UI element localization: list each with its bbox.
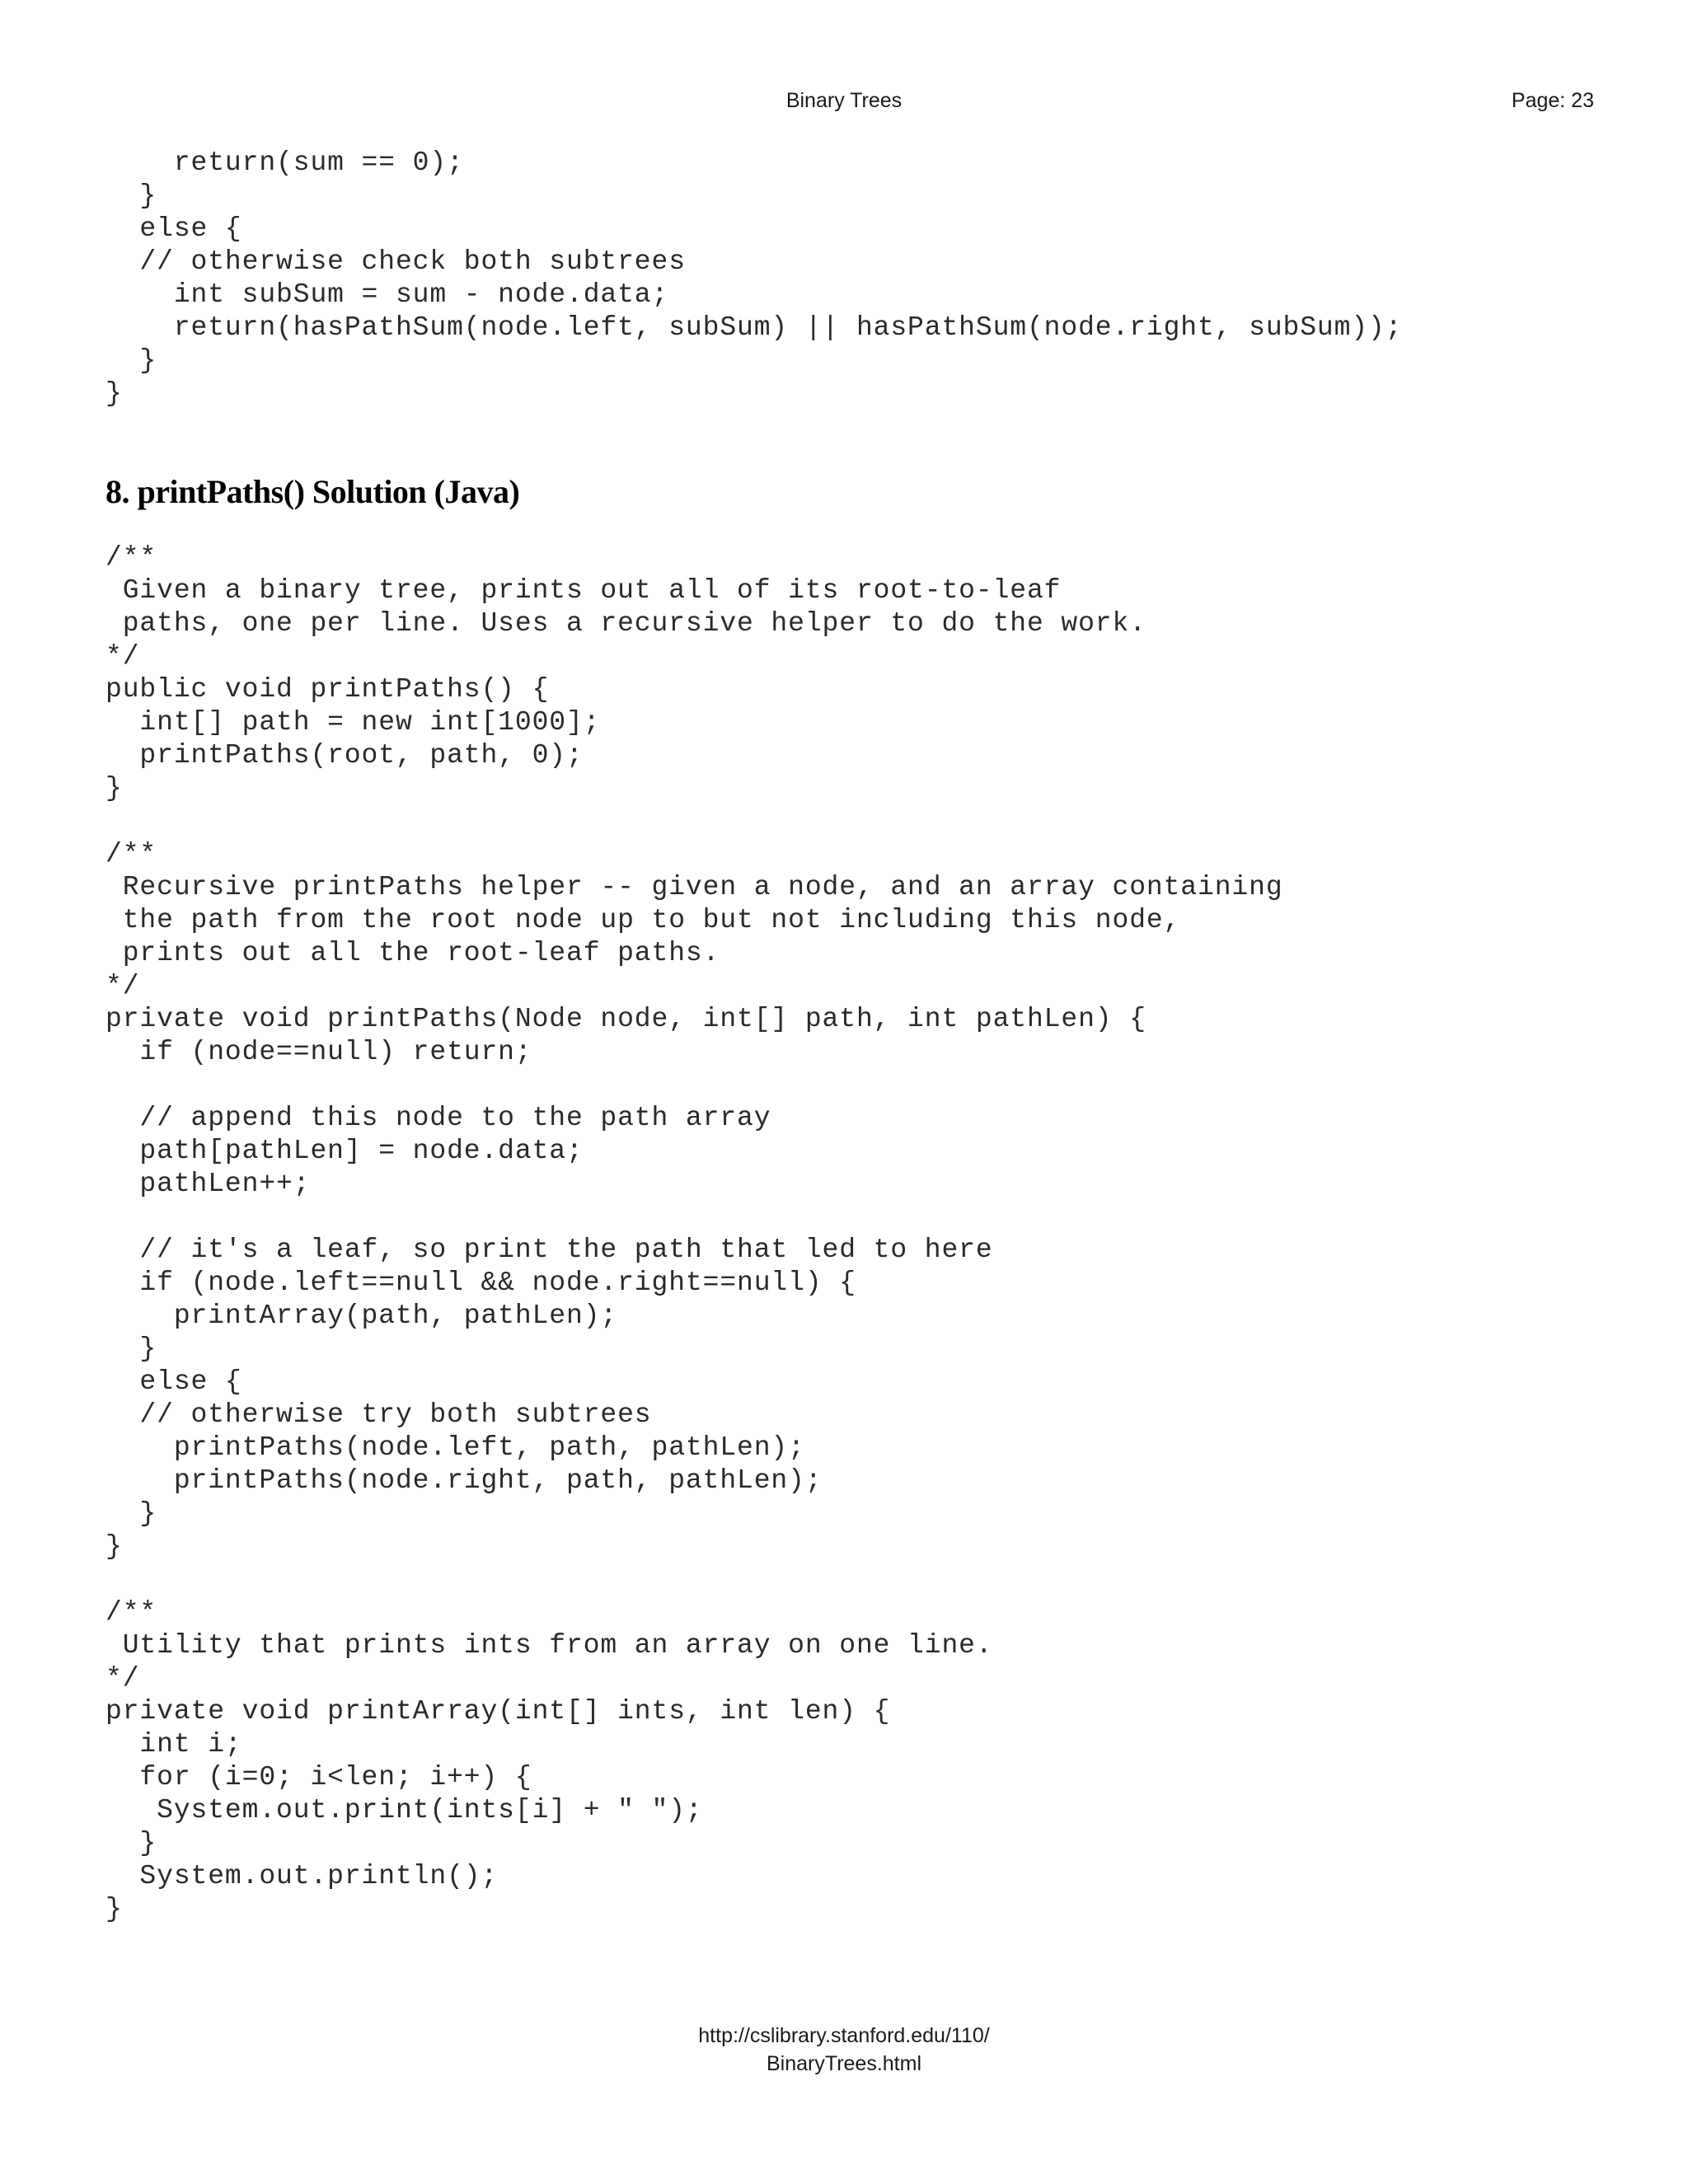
page-header-title: Binary Trees: [785, 89, 903, 112]
code-block-print-paths: /** Given a binary tree, prints out all of its root-to-leaf paths, one per line. Uses a recursive helper to do the work. */ public void printPaths() { int[] path = new int[1000]; printPaths(root, path, 0); } /** Recursive printPaths helper -- given a node, and an array containing the path from the root node up to but not including this node, prints out all the root-leaf paths. */ private void printPaths(Node node, int[] path, int pathLen) { if (node==null) return; // append this node to the path array path[pathLen] = node.data; pathLen++; // it's a leaf, so print the path that led to here if (node.left==null && node.right==null) { printArray(path, pathLen); } else { // otherwise try both subtrees printPaths(node.left, path, pathLen); printPaths(node.right, path, pathLen); } } /** Utility that prints ints from an array on one line. */ private void printArray(int[] ints, int len) { int i; for (i=0; i<len; i++) { System.out.print(ints[i] + " "); } System.out.println(); }: [106, 542, 1283, 1924]
footer-url-line-2: BinaryTrees.html: [766, 2052, 921, 2075]
page-footer: [0, 2022, 1688, 2078]
page-number: Page: 23: [1511, 89, 1594, 112]
code-block-has-path-sum-end: return(sum == 0); } else { // otherwise check both subtrees int subSum = sum - node.data; return(hasPathSum(node.left, subSum) || hasPathSum(node.right, subSum)); } }: [106, 148, 1403, 409]
section-heading: 8. printPaths() Solution (Java): [106, 473, 520, 510]
footer-url-line-1: http://cslibrary.stanford.edu/110/: [698, 2024, 990, 2047]
